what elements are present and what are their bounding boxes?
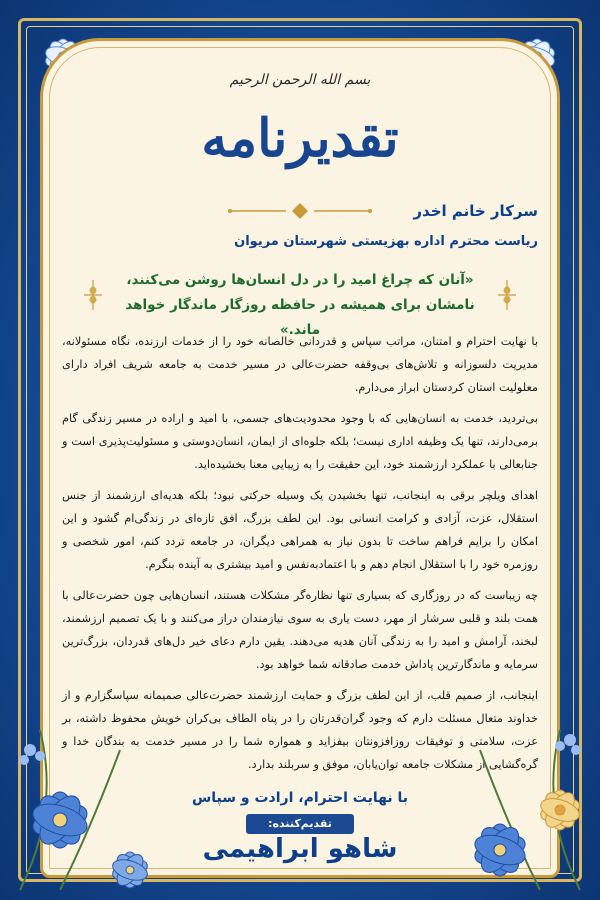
body-paragraph-3: اهدای ویلچر برقی به اینجانب، تنها بخشیدن یک وسیله حرکتی نبود؛ بلکه هدیه‌ای ارزشمند از جنس استقلال، عزت، آزادی و کرامت انسانی بود. این لطف بزرگ، افق تازه‌ای در زندگی‌ام گشود و این امکان را برایم فراهم ساخت تا بدون نیاز به همراهی دیگران، در جامعه تردد کنم، امور شخصی و روزمره خود را با استقلال انجام دهم و با اعتماد‌به‌نفس و امید بیشتری به آینده بنگرم.: [62, 489, 538, 571]
body-paragraph-1: با نهایت احترام و امتنان، مراتب سپاس و قدردانی خالصانه خود را از خدمات ارزنده، نگاه مسئولانه، مدیریت دلسوزانه و تلاش‌های بی‌وقفه حضرت‌عالی در مسیر خدمت به جامعه شریف افراد دارای معلولیت استان کردستان ابراز می‌دارم.: [62, 335, 538, 394]
recipient-name: سرکار خانم اخدر: [413, 202, 538, 220]
body-paragraph-5: اینجانب، از صمیم قلب، از این لطف بزرگ و حمایت ارزشمند حضرت‌عالی صمیمانه سپاسگزارم و از خداوند متعال مسئلت دارم که وجود گران‌قدرتان را در پناه الطاف بی‌کران خویش محفوظ داشته، بر عزت، سلامتی و توفیقات روزافزونتان بیفزاید و همواره شما را در مسیر خدمت به بندگان خدا و گره‌گشایی از مشکلات جامعه توان‌یابان، موفق و سربلند بدارد.: [62, 689, 538, 771]
body-paragraph-4: چه زیباست که در روزگاری که بسیاری تنها نظاره‌گر مشکلات هستند، انسان‌هایی چون حضرت‌عالی با همت بلند و قلبی سرشار از مهر، دست یاری به سوی نیازمندان دراز می‌کنند و با یک تصمیم ارزشمند، لبخند، آرامش و امید را به زندگی آنان هدیه می‌دهند. یقین دارم دعای خیر دل‌های قدردان، بزرگ‌ترین سرمایه و ماندگارترین پاداش خدمت صادقانه شما خواهد بود.: [62, 589, 538, 671]
recipient-block: [234, 200, 538, 249]
signer-name: شاهو ابراهیمی: [202, 834, 398, 864]
body-paragraph-2: بی‌تردید، خدمت به انسان‌هایی که با وجود محدودیت‌های جسمی، با امید و اراده در مسیر زندگی گام برمی‌دارند، تنها یک وظیفه اداری نیست؛ بلکه جلوه‌ای از ایمان، انسان‌دوستی و مسئولیت‌پذیری است و جنابعالی با عملکرد ارزشمند خود، این حقیقت را به زیبایی معنا بخشیده‌اید.: [62, 412, 538, 471]
recipient-title: ریاست محترم اداره بهزیستی شهرستان مریوان: [234, 234, 538, 249]
quote-ornament-right-icon: [494, 278, 520, 312]
quote-ornament-left-icon: [80, 278, 106, 312]
quote-line-1: «آنان که چراغ امید را در دل انسان‌ها روشن می‌کنند،: [126, 272, 474, 288]
closing-line: با نهایت احترام، ارادت و سپاس: [191, 790, 409, 806]
presented-by-badge: تقدیم‌کننده:: [246, 814, 354, 834]
page-title: تقدیرنامه: [201, 108, 399, 169]
ornament-divider-icon: [220, 200, 380, 222]
basmala: بسم الله الرحمن الرحیم: [229, 72, 371, 88]
quote-line-2: نامشان برای همیشه در حافظه روزگار ماندگار خواهد ماند.»: [125, 297, 475, 338]
